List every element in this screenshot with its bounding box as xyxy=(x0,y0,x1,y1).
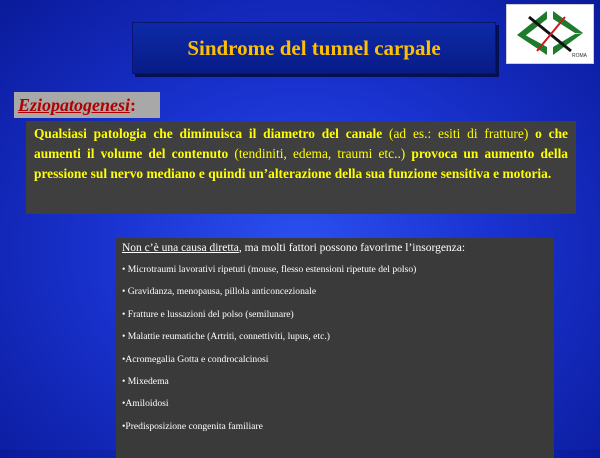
list-item: •Amiloidosi xyxy=(122,398,169,410)
causes-list-box xyxy=(116,238,554,458)
main-text-box xyxy=(26,121,576,214)
main-text-part-1: Qualsiasi patologia che diminuisca il diametro del canale xyxy=(34,126,383,141)
section-label xyxy=(14,92,160,118)
logo-caption: ROMA xyxy=(572,53,587,59)
main-text-part-3: o che aumenti il volume del contenuto xyxy=(34,126,568,161)
list-item: •Acromegalia Gotta e condrocalcinosi xyxy=(122,353,269,365)
causes-list xyxy=(122,263,544,433)
slide-title: Sindrome del tunnel carpale xyxy=(187,35,441,60)
causes-intro xyxy=(122,242,544,254)
list-item: • Gravidanza, menopausa, pillola anticoncezionale xyxy=(122,286,317,298)
causes-intro-underlined: Non c’è una causa diretta xyxy=(122,242,239,254)
causes-intro-rest: , ma molti fattori possono favorirne l’insorgenza: xyxy=(238,242,466,254)
list-item: • Mixedema xyxy=(122,375,169,387)
main-text-part-4: (tendiniti, edema, traumi etc..) xyxy=(228,146,412,161)
main-text-part-5: provoca un aumento della pressione sul nervo mediano e quindi un’alterazione della sua funzione sensitiva e motoria. xyxy=(34,146,568,181)
main-text-part-2: (ad es.: esiti di fratture) xyxy=(382,126,536,141)
list-item: •Predisposizione congenita familiare xyxy=(122,420,263,432)
section-label-colon: : xyxy=(130,94,137,115)
list-item: • Microtraumi lavorativi ripetuti (mouse, flesso estensioni ripetute del polso) xyxy=(122,264,417,275)
institution-logo xyxy=(506,4,594,64)
section-label-text: Eziopatogenesi xyxy=(18,94,131,115)
list-item: • Malattie reumatiche (Artriti, connettiviti, lupus, etc.) xyxy=(122,331,330,343)
slide-title-box xyxy=(132,22,496,74)
list-item: • Fratture e lussazioni del polso (semilunare) xyxy=(122,308,294,320)
